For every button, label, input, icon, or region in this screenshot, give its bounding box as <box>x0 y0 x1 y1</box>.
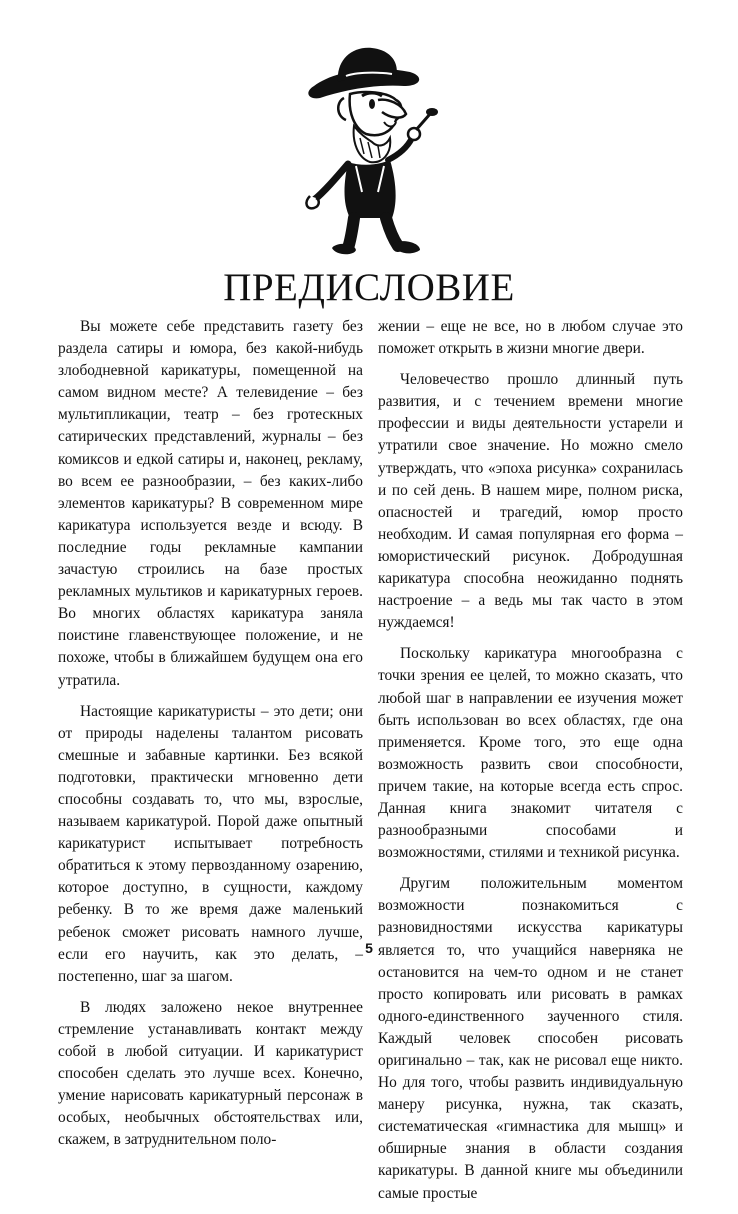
paragraph: Настоящие карикатуристы – это дети; они от природы наделены талантом рисовать смешные и забавные картинки. Без всякой подготовки, практически мгновенно дети способны создавать то, что мы, взрослые, называем карикатурой. Порой даже опытный карикатурист испытывает потребность обратиться к этому первозданному озарению, которое доступно, в сущности, каждому ребенку. В то же время даже маленький ребенок сможет рисовать намного лучше, если его научить, как это делать, – постепенно, шаг за шагом. <box>58 702 363 985</box>
paragraph: Поскольку карикатура многообразна с точки зрения ее целей, то можно сказать, что любой шаг в направлении ее изучения может быть использован во всех областях, где она применяется. Кроме того, это еще одна возможность развить свои способности, причем такие, на которые всегда есть спрос. Данная книга знакомит читателя с разнообразными способами и возможностями, стилями и техникой рисунка. <box>378 645 683 862</box>
page-number: 5 <box>365 940 373 956</box>
paragraph: Человечество прошло длинный путь развития, и с течением времени многие профессии и виды деятельности устарели и утратили свое значение. Но можно смело утверждать, что «эпоха рисунка» сохранилась и по сей день. В нашем мире, полном риска, опасностей и трагедий, юмор просто необходим. И самая популярная его форма – юмористический рисунок. Добродушная карикатура способна неожиданно поднять настроение – а ведь мы так часто в этом нуждаемся! <box>378 371 683 632</box>
page-title: ПРЕДИСЛОВИЕ <box>223 266 515 309</box>
paragraph: Другим положительным моментом возможности познакомиться с разновидностями искусства карикатуры является то, что учащийся наверняка не остановится на чем-то одном и не станет просто копировать или рисовать в рамках одного-единственного заученного стиля. Каждый человек способен рисовать оригинально – так, как не рисовал еще никто. Но для того, чтобы развить индивидуальную манеру рисунка, нужна, так сказать, систематическая «гимнастика для мышц» и обширные знания в области создания карикатуры. В данной книге мы объединили самые простые <box>378 875 683 1202</box>
right-text-column <box>378 316 683 1214</box>
paragraph-continuation: жении – еще не все, но в любом случае это поможет открыть в жизни многие двери. <box>378 318 683 358</box>
paragraph: Вы можете себе представить газету без раздела сатиры и юмора, без какой-нибудь злободневной карикатуры, помещенной на самом видном месте? А телевидение – без мультипликации, театр – без гротескных сатирических представлений, журналы – без комиксов и едкой сатиры и, наконец, рекламу, во всем ее разнообразии, – без каких-либо элементов карикатуры? В современном мире карикатура используется везде и всюду. В последние годы рекламные кампании зачастую строились на базе простых рекламных мультиков и карикатурных героев. Во многих областях карикатура заняла поистине главенствующее положение, и не похоже, чтобы в ближайшем будущем она его утратила. <box>58 318 363 689</box>
caricature-old-man-icon <box>292 42 452 270</box>
paragraph: В людях заложено некое внутреннее стремление устанавливать контакт между собой в любой ситуации. И карикатурист способен сделать это лучше всех. Конечно, умение нарисовать карикатурный персонаж в особых, необычных обстоятельствах или, скажем, в затруднительном поло- <box>58 998 363 1149</box>
left-text-column <box>58 316 363 1160</box>
